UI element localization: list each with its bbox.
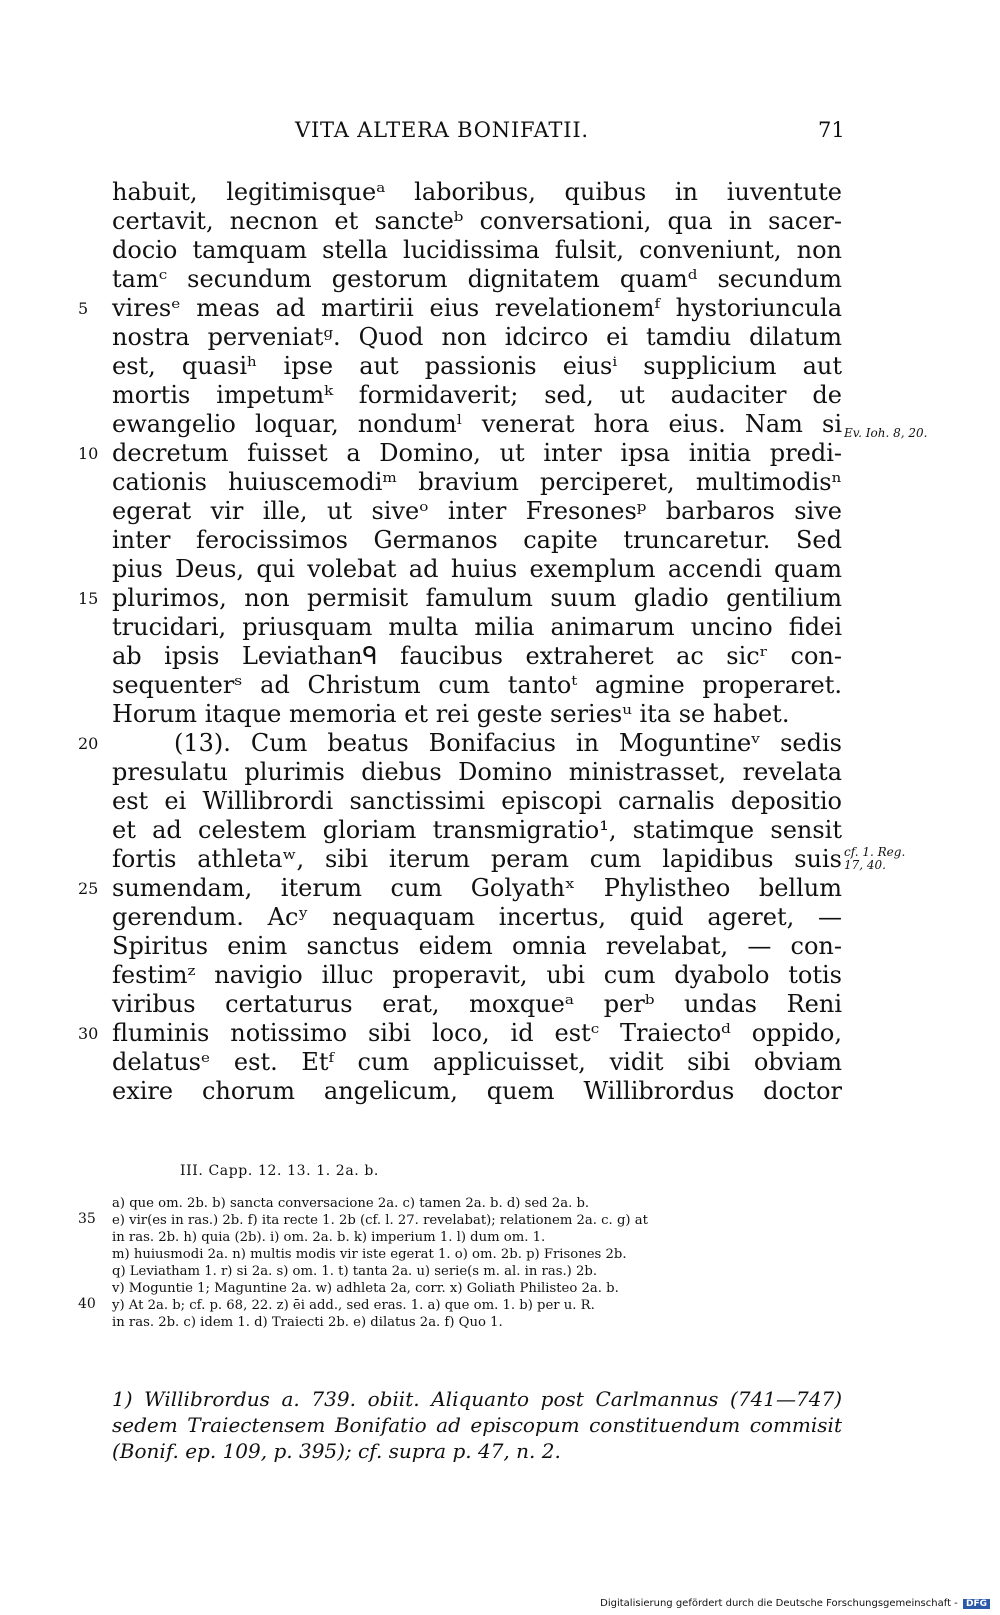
page-header (0, 118, 1000, 152)
text-line: (13). Cum beatus Bonifacius in Moguntineᵛ sedis (174, 729, 842, 757)
text-line: viribus certaturus erat, moxqueᵃ perᵇ undas Reni (112, 990, 842, 1018)
text-line: tamᶜ secundum gestorum dignitatem quamᵈ secundum (112, 265, 842, 293)
text-line: inter ferocissimos Germanos capite truncaretur. Sed (112, 526, 842, 554)
variant-note-line: in ras. 2b. h) quia (2b). i) om. 2a. b. k) imperium 1. l) dum om. 1. (112, 1230, 546, 1245)
variant-note-line: m) huiusmodi 2a. n) multis modis vir iste egerat 1. o) om. 2b. p) Frisones 2b. (112, 1247, 627, 1262)
text-line: fluminis notissimo sibi loco, id estᶜ Traiectoᵈ oppido, (112, 1019, 842, 1047)
footnote (112, 1386, 842, 1464)
page-number: 71 (818, 118, 845, 142)
margin-reference: Ev. Ioh. 8, 20. (844, 426, 928, 440)
text-line: plurimos, non permisit famulum suum gladio gentilium (112, 584, 842, 612)
running-title: VITA ALTERA BONIFATII. (295, 118, 589, 142)
text-line: presulatu plurimis diebus Domino ministrasset, revelata (112, 758, 842, 786)
text-line: cationis huiuscemodiᵐ bravium perciperet, multimodisⁿ (112, 468, 842, 496)
text-line: sequenterˢ ad Christum cum tantoᵗ agmine properaret. (112, 671, 842, 699)
text-line: est, quasiʰ ipse aut passionis eiusⁱ supplicium aut (112, 352, 842, 380)
line-number: 20 (78, 734, 99, 753)
text-line: mortis impetumᵏ formidaverit; sed, ut audaciter de (112, 381, 842, 409)
text-line: gerendum. Acʸ nequaquam incertus, quid ageret, — (112, 903, 842, 931)
variant-notes (112, 1195, 842, 1331)
text-line: festimᶻ navigio illuc properavit, ubi cum dyabolo totis (112, 961, 842, 989)
footnote-line: sedem Traiectensem Bonifatio ad episcopum constituendum commisit (112, 1413, 842, 1437)
line-number: 25 (78, 879, 99, 898)
text-line: fortis athletaʷ, sibi iterum peram cum lapidibus suis (112, 845, 842, 873)
text-line: Spiritus enim sanctus eidem omnia revelabat, — con- (112, 932, 842, 960)
dfg-logo: DFG (963, 1599, 990, 1609)
text-line: ab ipsis Leviathanᑫ faucibus extraheret ac sicʳ con- (112, 642, 842, 670)
variant-note-line: v) Moguntie 1; Maguntine 2a. w) adhleta 2a, corr. x) Goliath Philisteo 2a. b. (112, 1281, 619, 1296)
line-number: 10 (78, 444, 99, 463)
text-line: certavit, necnon et sancteᵇ conversationi, qua in sacer- (112, 207, 842, 235)
line-number: 15 (78, 589, 99, 608)
text-line: egerat vir ille, ut siveᵒ inter Fresonesᵖ barbaros sive (112, 497, 842, 525)
text-line: delatusᵉ est. Etᶠ cum applicuisset, vidit sibi obviam (112, 1048, 842, 1076)
text-line: docio tamquam stella lucidissima fulsit, conveniunt, non (112, 236, 842, 264)
variant-note-line: y) At 2a. b; cf. p. 68, 22. z) ēi add., sed eras. 1. a) que om. 1. b) per u. R. (112, 1298, 595, 1313)
footnote-line: (Bonif. ep. 109, p. 395); cf. supra p. 47, n. 2. (112, 1439, 561, 1463)
variant-note-line: a) que om. 2b. b) sancta conversacione 2a. c) tamen 2a. b. d) sed 2a. b. (112, 1196, 590, 1211)
margin-reference: 17, 40. (844, 858, 886, 872)
line-number: 35 (78, 1211, 96, 1227)
text-line: Horum itaque memoria et rei geste seriesᵘ ita se habet. (112, 700, 790, 728)
text-line: pius Deus, qui volebat ad huius exemplum accendi quam (112, 555, 842, 583)
variant-note-line: in ras. 2b. c) idem 1. d) Traiecti 2b. e) dilatus 2a. f) Quo 1. (112, 1315, 503, 1330)
credit-text: Digitalisierung gefördert durch die Deutsche Forschungsgemeinschaft - (600, 1598, 958, 1609)
text-line: est ei Willibrordi sanctissimi episcopi carnalis depositio (112, 787, 842, 815)
text-line: nostra perveniatᵍ. Quod non idcirco ei tamdiu dilatum (112, 323, 842, 351)
main-text-block (112, 178, 842, 1106)
line-number: 30 (78, 1024, 99, 1043)
sources-line: III. Capp. 12. 13. 1. 2a. b. (180, 1163, 379, 1179)
text-line: habuit, legitimisqueᵃ laboribus, quibus in iuventute (112, 178, 842, 206)
text-line: et ad celestem gloriam transmigratio¹, statimque sensit (112, 816, 842, 844)
text-line: trucidari, priusquam multa milia animarum uncino fidei (112, 613, 842, 641)
text-line: exire chorum angelicum, quem Willibrordus doctor (112, 1077, 842, 1105)
line-number: 40 (78, 1296, 96, 1312)
margin-reference: cf. 1. Reg. (844, 845, 906, 859)
footnote-line: 1) Willibrordus a. 739. obiit. Aliquanto post Carlmannus (741—747) (112, 1387, 842, 1411)
line-number: 5 (78, 299, 89, 318)
variant-note-line: q) Leviatham 1. r) si 2a. s) om. 1. t) tanta 2a. u) serie(s m. al. in ras.) 2b. (112, 1264, 598, 1279)
variant-note-line: e) vir(es in ras.) 2b. f) ita recte 1. 2b (cf. l. 27. revelabat); relationem 2a. c. g) at (112, 1213, 648, 1228)
digitization-credit (0, 1598, 990, 1609)
text-line: sumendam, iterum cum Golyathˣ Phylistheo bellum (112, 874, 842, 902)
text-line: decretum fuisset a Domino, ut inter ipsa initia predi- (112, 439, 842, 467)
text-line: ewangelio loquar, nondumˡ venerat hora eius. Nam si (112, 410, 842, 438)
text-line: viresᵉ meas ad martirii eius revelationemᶠ hystoriuncula (112, 294, 842, 322)
